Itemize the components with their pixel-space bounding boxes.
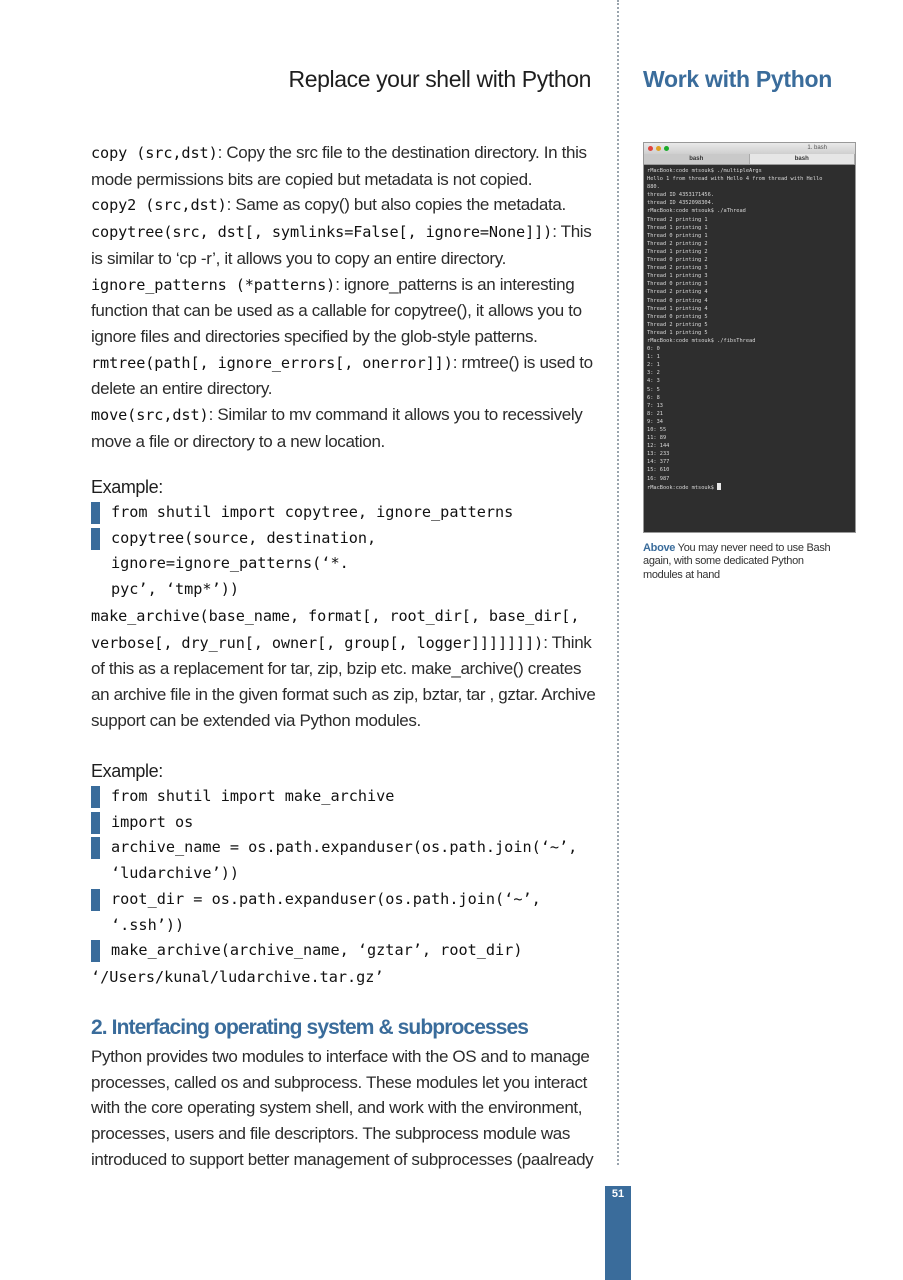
terminal-line-text: rMacBook:code mtsouk$ ./fibsThread — [647, 337, 756, 344]
terminal-line-text: Thread 2 printing 1 — [647, 216, 708, 223]
code-text: import os — [111, 812, 194, 831]
definition-move — [91, 402, 603, 454]
terminal-line-text: 13: 233 — [647, 451, 670, 458]
terminal-line — [647, 361, 852, 369]
example-1 — [91, 474, 603, 603]
terminal-line — [647, 418, 852, 426]
terminal-titlebar — [644, 143, 855, 154]
terminal-line-text: 16: 987 — [647, 475, 670, 482]
minimize-dot-icon — [656, 146, 661, 151]
code-line — [91, 526, 603, 577]
terminal-line-text: Thread 1 printing 4 — [647, 305, 708, 312]
code-marker — [91, 837, 100, 859]
terminal-line — [647, 297, 852, 305]
code-marker — [91, 786, 100, 808]
zoom-dot-icon — [664, 146, 669, 151]
terminal-line — [647, 232, 852, 240]
code-text: from shutil import copytree, ignore_patterns — [111, 503, 514, 521]
terminal-line — [647, 313, 852, 321]
terminal-tab-active: bash — [750, 154, 856, 164]
terminal-line-text: 1: 1 — [647, 354, 660, 361]
terminal-line — [647, 240, 852, 248]
terminal-line — [647, 280, 852, 288]
terminal-line-text: 8: 21 — [647, 410, 663, 417]
terminal-line-text: Thread 0 printing 5 — [647, 313, 708, 320]
code-text: pyc’, ‘tmp*’)) — [111, 580, 240, 599]
running-head: Replace your shell with Python — [288, 66, 591, 92]
terminal-line — [647, 483, 852, 492]
example-label: Example: — [91, 761, 163, 781]
code-block — [91, 500, 603, 603]
terminal-line — [647, 256, 852, 264]
section-body: Python provides two modules to interface with the OS and to manage processes, called os and subprocess. These modules let you interact with the core operating system shell, and work with the environment, processes, users and file descriptors. The subprocess module was introduced to support better management of subprocesses (paalready — [91, 1047, 594, 1169]
terminal-line — [647, 216, 852, 224]
terminal-line — [647, 402, 852, 410]
terminal-line — [647, 329, 852, 337]
terminal-line — [647, 272, 852, 280]
terminal-line-text: Thread 0 printing 1 — [647, 232, 708, 239]
definition-text: : Similar to mv command it allows you to recessively move a file or directory to a new location. — [91, 405, 583, 451]
terminal-line — [647, 321, 852, 329]
terminal-line-text: 12: 144 — [647, 443, 670, 450]
terminal-line — [647, 386, 852, 394]
code-text: root_dir = os.path.expanduser(os.path.join(‘~’, ‘.ssh’)) — [111, 889, 550, 934]
definition-text: : rmtree() is used to delete an entire directory. — [91, 352, 593, 399]
definition-code: move(src,dst) — [91, 406, 209, 425]
folio-bar — [605, 1186, 631, 1280]
definition-code: copy (src,dst) — [91, 144, 218, 162]
definition-code: copy2 (src,dst) — [91, 196, 227, 215]
cursor-icon — [717, 483, 721, 490]
section-heading: 2. Interfacing operating system & subprocesses — [91, 1016, 529, 1039]
terminal-line-text: rMacBook:code mtsouk$ ./multipleArgs — [647, 168, 762, 174]
terminal-line — [647, 337, 852, 345]
terminal-line-text: Thread 0 printing 2 — [647, 257, 708, 264]
terminal-line-text: 5: 5 — [647, 386, 660, 393]
close-dot-icon — [648, 146, 653, 151]
code-line — [91, 810, 603, 836]
column-divider — [617, 0, 619, 1165]
figure-caption — [643, 542, 843, 582]
code-line — [91, 500, 603, 526]
terminal-line-text: 11: 89 — [647, 435, 667, 442]
code-text: from shutil import make_archive — [111, 787, 395, 805]
code-line-continuation — [91, 577, 603, 603]
example-2 — [91, 758, 603, 964]
terminal-line-text: Thread 1 printing 2 — [647, 248, 708, 255]
terminal-tabs — [644, 154, 855, 165]
example-2-result — [91, 965, 603, 991]
terminal-line — [647, 288, 852, 296]
result-output: ‘/Users/kunal/ludarchive.tar.gz’ — [91, 968, 384, 986]
terminal-line-text: Thread 1 printing 3 — [647, 273, 708, 280]
code-line — [91, 887, 603, 938]
terminal-line-text: 880. — [647, 184, 660, 191]
terminal-line — [647, 466, 852, 474]
terminal-line — [647, 434, 852, 442]
terminal-line-text: Thread 2 printing 3 — [647, 265, 708, 272]
code-line — [91, 784, 603, 810]
terminal-line-text: 10: 55 — [647, 427, 667, 433]
section-title: Work with Python — [643, 66, 832, 92]
code-line-continuation — [91, 861, 603, 887]
definition-code: ignore_patterns (*patterns) — [91, 275, 336, 294]
terminal-line — [647, 191, 852, 199]
terminal-line — [647, 450, 852, 458]
terminal-line — [647, 377, 852, 385]
definition-text: : This is similar to ‘cp -r’, it allows you to copy an entire directory. — [91, 222, 592, 268]
code-line — [91, 938, 603, 964]
terminal-line-text: 7: 13 — [647, 402, 663, 409]
terminal-line — [647, 224, 852, 232]
code-text: archive_name = os.path.expanduser(os.path.join(‘~’, — [111, 838, 578, 857]
page-number: 51 — [611, 1188, 625, 1200]
terminal-title: 1. bash — [807, 145, 827, 151]
definition-text: : Same as copy() but also copies the metadata. — [226, 195, 566, 215]
terminal-line — [647, 199, 852, 207]
terminal-line — [647, 458, 852, 466]
code-marker — [91, 940, 100, 962]
terminal-line-text: Thread 0 printing 3 — [647, 281, 708, 288]
terminal-line-text: rMacBook:code mtsouk$ — [647, 484, 714, 491]
terminal-line — [647, 442, 852, 450]
code-block — [91, 784, 603, 964]
terminal-line-text: 0: 0 — [647, 346, 660, 353]
terminal-line-text: Hello 1 from thread with Hello 4 from thread with Hello — [647, 176, 823, 183]
definition-text: : Copy the src file to the destination directory. In this mode permissions bits are copied but metadata is not copied. — [91, 143, 587, 189]
section-2 — [91, 1014, 603, 1173]
definition-rmtree — [91, 350, 603, 402]
caption-lead: Above — [643, 542, 676, 554]
terminal-line-text: 15: 610 — [647, 467, 670, 474]
terminal-line-text: 4: 3 — [647, 378, 660, 385]
terminal-line — [647, 410, 852, 418]
make-archive-definition — [91, 603, 603, 734]
terminal-line-text: 6: 8 — [647, 394, 660, 401]
definition-copy2 — [91, 192, 603, 219]
terminal-line-text: Thread 1 printing 5 — [647, 329, 708, 336]
terminal-line-text: Thread 2 printing 5 — [647, 321, 708, 328]
terminal-line — [647, 183, 852, 191]
terminal-line-text: 9: 34 — [647, 418, 663, 425]
definition-text: : Think of this as a replacement for tar, zip, bzip etc. make_archive() creates an archive file in the given format such as zip, bztar, tar , gztar. Archive support can be extended via Python modules. — [91, 632, 596, 730]
terminal-line — [647, 394, 852, 402]
caption-text: You may never need to use Bash again, with some dedicated Python modules at hand — [643, 542, 831, 581]
terminal-line — [647, 305, 852, 313]
terminal-line — [647, 207, 852, 215]
definition-ignore-patterns — [91, 272, 603, 350]
terminal-line — [647, 353, 852, 361]
terminal-line-text: 14: 377 — [647, 459, 670, 466]
terminal-line — [647, 426, 852, 434]
definition-code: rmtree(path[, ignore_errors[, onerror]]) — [91, 353, 453, 372]
terminal-output — [644, 165, 855, 494]
example-label: Example: — [91, 477, 163, 497]
definition-make-archive — [91, 603, 603, 734]
code-marker — [91, 812, 100, 834]
terminal-line-text: Thread 2 printing 4 — [647, 289, 708, 296]
definition-copytree — [91, 219, 603, 271]
definition-code: copytree(src, dst[, symlinks=False[, ignore=None]]) — [91, 223, 553, 242]
terminal-line — [647, 248, 852, 256]
terminal-line — [647, 264, 852, 272]
terminal-line — [647, 345, 852, 353]
code-text: make_archive(archive_name, ‘gztar’, root_dir) — [111, 941, 523, 960]
terminal-line-text: 2: 1 — [647, 362, 660, 369]
definition-copy — [91, 140, 603, 192]
terminal-tab: bash — [644, 154, 750, 164]
code-marker — [91, 502, 100, 524]
terminal-line-text: rMacBook:code mtsouk$ ./aThread — [647, 208, 746, 215]
terminal-line-text: 3: 2 — [647, 370, 660, 377]
code-line — [91, 835, 603, 861]
definitions-list — [91, 140, 603, 454]
definition-text: : ignore_patterns is an interesting function that can be used as a callable for copytree(), it allows you to ignore files and directories specified by the glob-style patterns. — [91, 274, 582, 346]
terminal-line — [647, 475, 852, 483]
terminal-screenshot — [643, 142, 856, 533]
terminal-line-text: Thread 0 printing 4 — [647, 297, 708, 304]
terminal-line-text: Thread 2 printing 2 — [647, 240, 708, 247]
terminal-line — [647, 175, 852, 183]
terminal-line — [647, 167, 852, 175]
definition-code: make_archive(base_name, format[, root_dir[, base_dir[, verbose[, dry_run[, owner[, group[, logger]]]]]]]) — [91, 607, 580, 652]
terminal-line-text: thread ID 4353171456. — [647, 192, 714, 199]
code-marker — [91, 889, 100, 911]
terminal-line — [647, 369, 852, 377]
code-marker — [91, 528, 100, 550]
terminal-line-text: Thread 1 printing 1 — [647, 224, 708, 231]
terminal-line-text: thread ID 4352098304. — [647, 200, 714, 207]
code-text: ‘ludarchive’)) — [111, 864, 240, 883]
code-text: copytree(source, destination, ignore=ignore_patterns(‘*. — [111, 528, 386, 573]
